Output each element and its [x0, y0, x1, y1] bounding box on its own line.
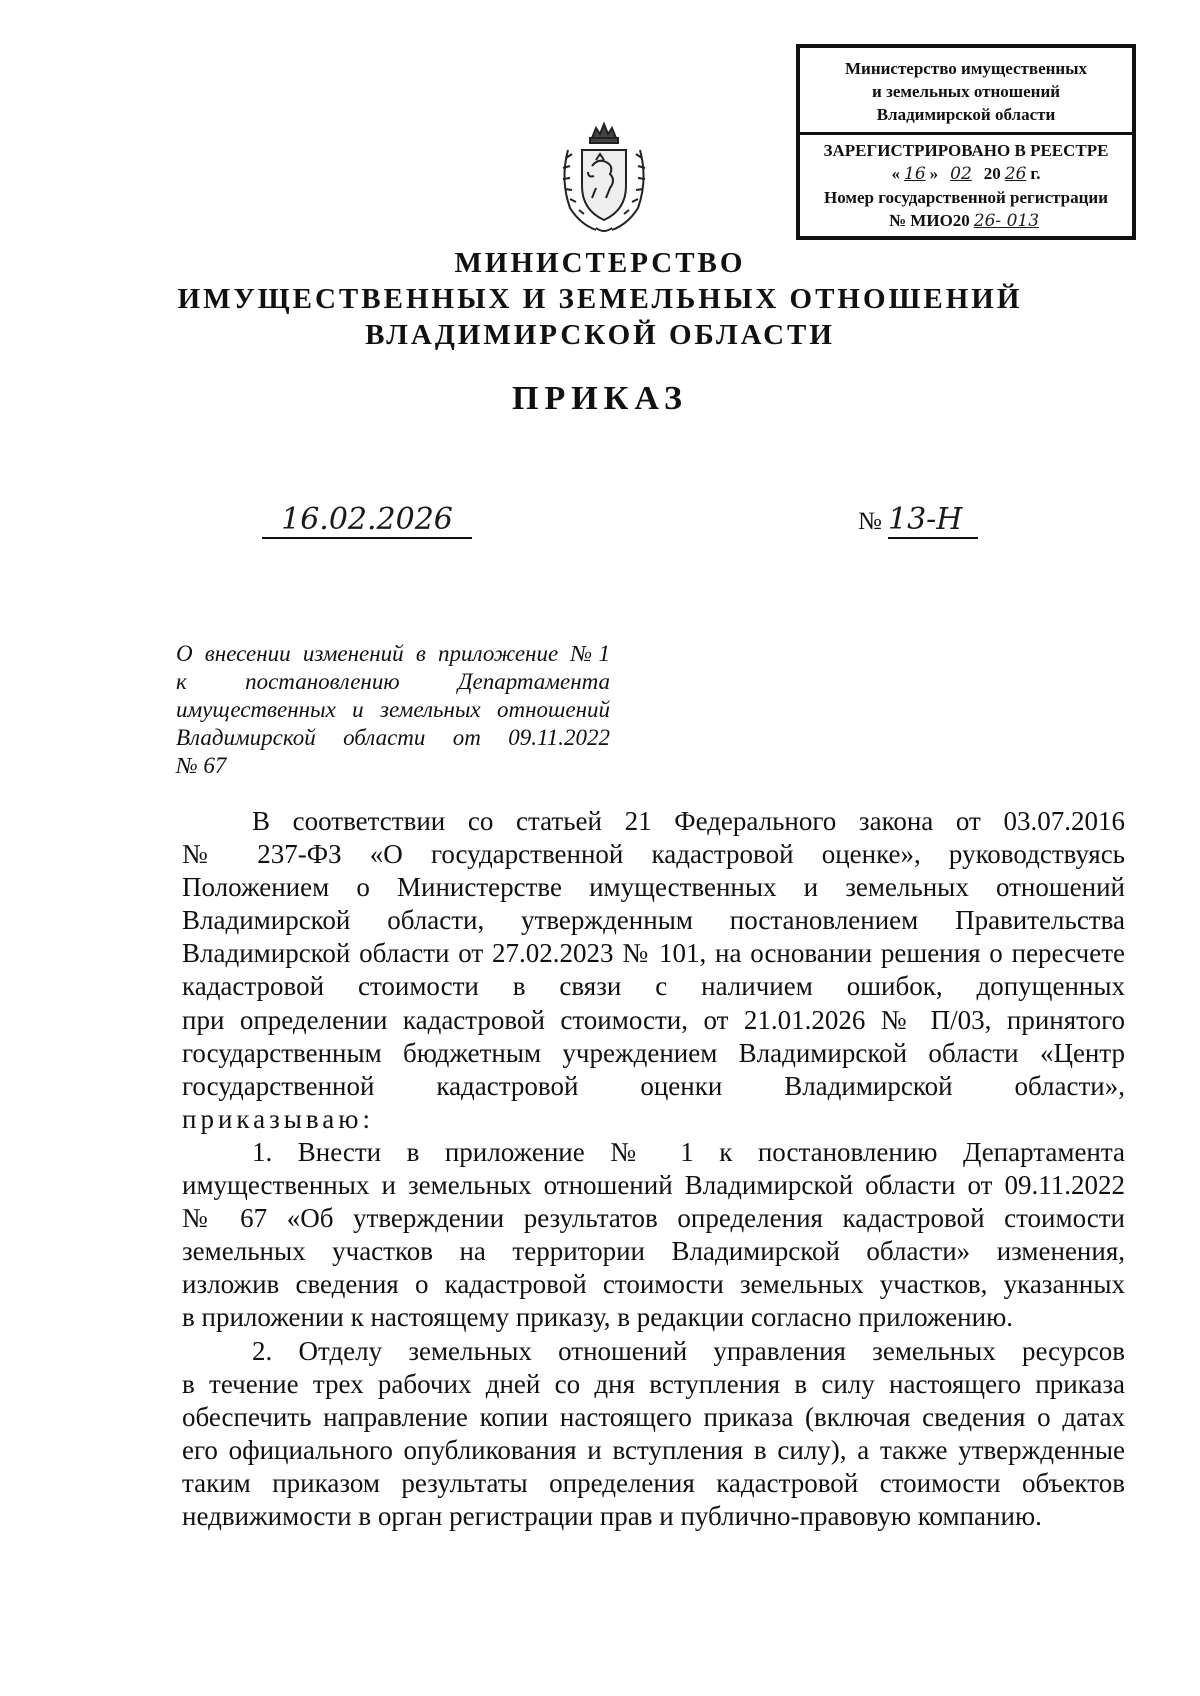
order-subject — [176, 640, 610, 780]
stamp-org-line3: Владимирской области — [876, 105, 1056, 124]
body-line: в приложении к настоящему приказу, в редакции согласно приложению. — [182, 1302, 1014, 1333]
body-line: государственной кадастровой оценки Владимирской области», — [182, 1070, 1125, 1101]
body-line: В соответствии со статьей 21 Федерального закона от 03.07.2016 — [252, 806, 1125, 836]
body-line: земельных участков на территории Владимирской области» изменения, — [182, 1236, 1125, 1267]
ministry-heading — [0, 245, 1200, 353]
body-line-decree: приказываю: — [182, 1103, 374, 1134]
ministry-line1: МИНИСТЕРСТВО — [454, 247, 746, 279]
stamp-registered-label: ЗАРЕГИСТРИРОВАНО В РЕЕСТРЕ — [823, 141, 1109, 160]
subject-line: к постановлению Департамента — [176, 669, 610, 694]
body-line: Владимирской области от 27.02.2023 № 101, на основании решения о пересчете — [182, 938, 1125, 969]
body-line: Положением о Министерстве имущественных и земельных отношений — [182, 872, 1125, 903]
stamp-day: 16 — [904, 164, 926, 184]
body-line: недвижимости в орган регистрации прав и публично-правовую компанию. — [182, 1500, 1042, 1531]
body-line: № 67 «Об утверждении результатов определения кадастровой стоимости — [182, 1203, 1125, 1234]
body-line: обеспечить направление копии настоящего приказа (включая сведения о датах — [182, 1401, 1125, 1432]
stamp-reg-number-label: Номер государственной регистрации — [823, 188, 1109, 207]
registration-stamp — [796, 44, 1136, 240]
stamp-org-line2: и земельных отношений — [871, 82, 1061, 101]
stamp-month: 02 — [950, 164, 972, 184]
stamp-date-line: « 16 » 02 20 26 г. — [891, 164, 1041, 184]
body-line: № 237-ФЗ «О государственной кадастровой оценке», руководствуясь — [182, 839, 1125, 870]
body-line-item2: 2. Отделу земельных отношений управления земельных ресурсов — [252, 1335, 1125, 1366]
order-date: 16.02.2026 — [262, 502, 472, 539]
subject-line: Владимирской области от 09.11.2022 — [176, 725, 610, 750]
stamp-year-suffix: 26 — [1004, 164, 1027, 184]
order-title: ПРИКАЗ — [512, 380, 688, 417]
body-line: его официального опубликования и вступления в силу), а также утвержденные — [182, 1434, 1125, 1465]
body-line: государственным бюджетным учреждением Владимирской области «Центр — [182, 1037, 1125, 1068]
stamp-year-prefix: 20 — [983, 164, 1001, 183]
body-line: кадастровой стоимости в связи с наличием ошибок, допущенных — [182, 971, 1125, 1002]
body-line: Владимирской области, утвержденным постановлением Правительства — [182, 905, 1125, 936]
body-line: при определении кадастровой стоимости, от 21.01.2026 № П/03, принятого — [182, 1004, 1125, 1035]
body-line: изложив сведения о кадастровой стоимости земельных участков, указанных — [182, 1269, 1125, 1300]
stamp-reg-number-line — [808, 209, 1124, 233]
stamp-reg-number-hand: 26- 013 — [973, 211, 1040, 231]
body-line: таким приказом результаты определения кадастровой стоимости объектов — [182, 1467, 1125, 1498]
ministry-line2: ИМУЩЕСТВЕННЫХ И ЗЕМЕЛЬНЫХ ОТНОШЕНИЙ — [177, 283, 1023, 315]
order-number-label: № — [858, 508, 882, 535]
stamp-divider — [800, 132, 1132, 135]
body-line: имущественных и земельных отношений Владимирской области от 09.11.2022 — [182, 1170, 1125, 1201]
stamp-reg-number-prefix: № МИО20 — [888, 211, 970, 230]
body-line: в течение трех рабочих дней со дня вступления в силу настоящего приказа — [182, 1368, 1125, 1399]
coat-of-arms-icon — [556, 120, 652, 240]
subject-line: О внесении изменений в приложение №1 — [176, 641, 610, 666]
order-body — [182, 805, 1125, 1533]
subject-line: № 67 — [176, 753, 227, 778]
ministry-line3: ВЛАДИМИРСКОЙ ОБЛАСТИ — [365, 319, 835, 351]
body-line-item1: 1. Внести в приложение № 1 к постановлению Департамента — [252, 1136, 1125, 1167]
order-number: 13-Н — [888, 502, 978, 539]
subject-line: имущественных и земельных отношений — [176, 697, 610, 722]
stamp-org-line1: Министерство имущественных — [844, 59, 1087, 78]
